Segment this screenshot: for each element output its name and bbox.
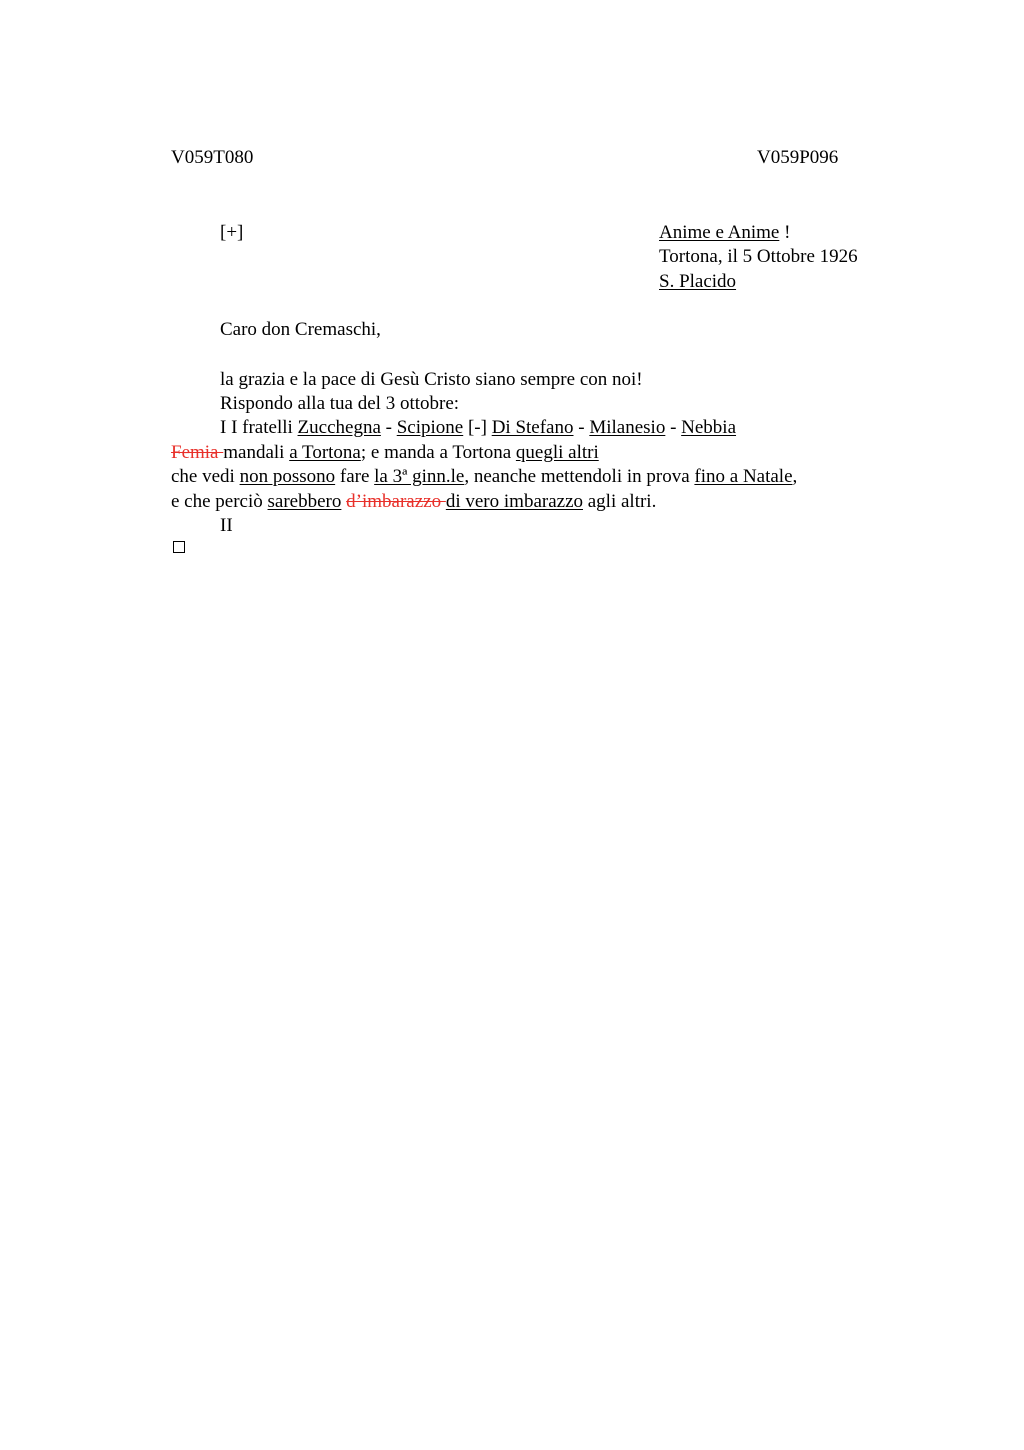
- document-code-left: V059T080: [171, 147, 254, 168]
- name-scipione: Scipione: [396, 417, 464, 438]
- deleted-text: Femia: [171, 442, 224, 463]
- cross-mark: [+]: [220, 222, 244, 243]
- motto-punct: !: [779, 222, 791, 243]
- section-numeral: II: [220, 515, 233, 536]
- salutation: Caro don Cremaschi,: [220, 319, 381, 340]
- text-segment: che vedi: [171, 466, 240, 487]
- text-segment: mandali: [223, 442, 290, 463]
- underlined-text: a Tortona: [289, 442, 361, 463]
- underlined-text: quegli altri: [515, 442, 599, 463]
- square-box-icon: [173, 541, 185, 553]
- body-line-6: [171, 490, 656, 514]
- text-segment: -: [380, 417, 397, 438]
- text-segment: ; e manda a Tortona: [360, 442, 516, 463]
- underlined-text: non possono: [239, 466, 336, 487]
- document-code-right: V059P096: [757, 147, 839, 168]
- motto: Anime e Anime: [659, 222, 780, 243]
- body-line-1: la grazia e la pace di Gesù Cristo siano sempre con noi!: [220, 369, 643, 390]
- saint-of-day: S. Placido: [659, 271, 737, 292]
- name-zucchegna: Zucchegna: [297, 417, 381, 438]
- name-milanesio: Milanesio: [589, 417, 666, 438]
- body-line-3: [220, 416, 736, 440]
- underlined-text: di vero imbarazzo: [445, 491, 583, 512]
- text-segment: -: [573, 417, 590, 438]
- motto-line: [659, 221, 790, 245]
- text-segment: fare: [335, 466, 375, 487]
- deleted-text: d’imbarazzo: [346, 491, 446, 512]
- underlined-text: sarebbero: [267, 491, 342, 512]
- name-di-stefano: Di Stefano: [491, 417, 574, 438]
- body-line-2: Rispondo alla tua del 3 ottobre:: [220, 393, 460, 414]
- place-date: Tortona, il 5 Ottobre 1926: [659, 246, 858, 267]
- text-segment: -: [665, 417, 682, 438]
- body-line-5: [171, 465, 797, 489]
- text-segment: [-]: [463, 417, 492, 438]
- text-segment: e che perciò: [171, 491, 268, 512]
- text-segment: , neanche mettendoli in prova: [464, 466, 695, 487]
- underlined-text: la 3ª ginn.le: [374, 466, 465, 487]
- body-line-4: [171, 441, 599, 465]
- text-segment: ,: [792, 466, 798, 487]
- underlined-text: fino a Natale: [694, 466, 793, 487]
- name-nebbia: Nebbia: [681, 417, 737, 438]
- text-segment: agli altri.: [583, 491, 657, 512]
- text-segment: I I fratelli: [220, 417, 298, 438]
